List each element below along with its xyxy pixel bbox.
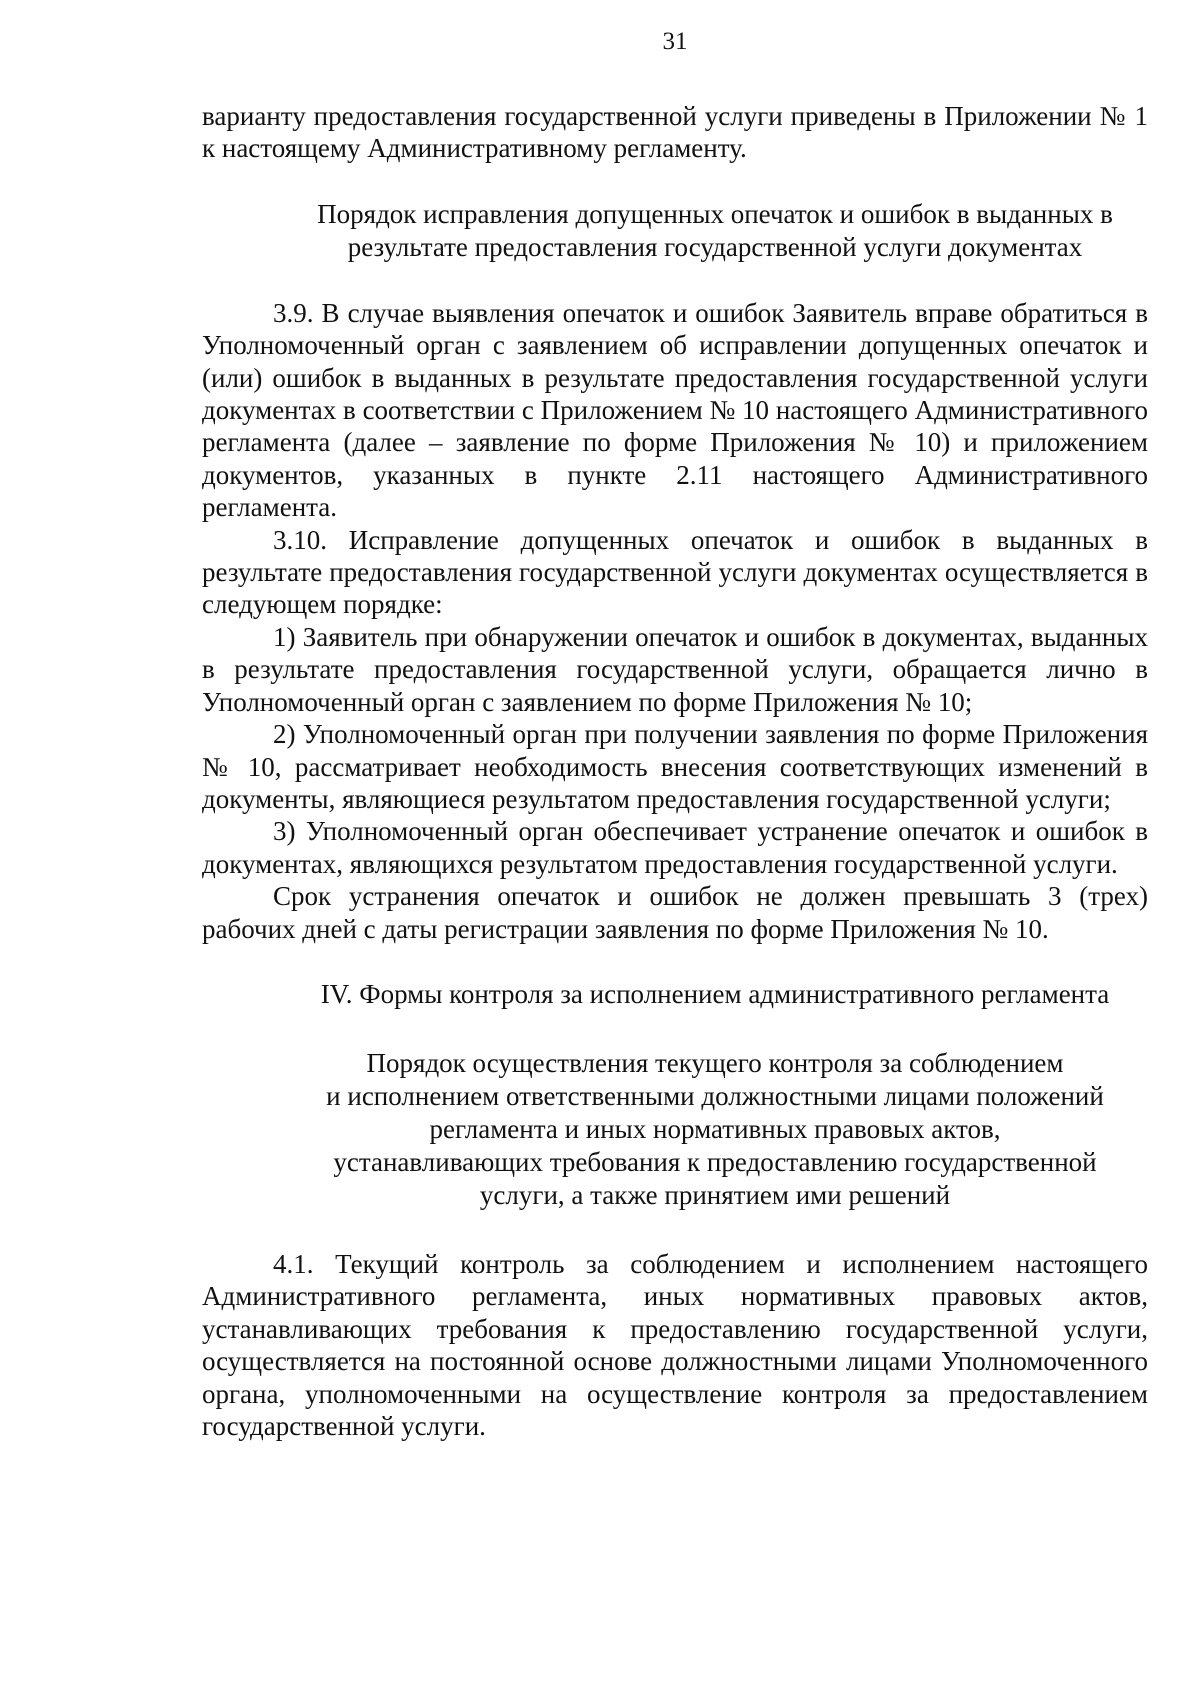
page-number: 31 bbox=[662, 28, 688, 55]
section-heading-current-control bbox=[202, 1047, 1148, 1212]
heading-line: устанавливающих требования к предоставлению государственной bbox=[333, 1146, 1097, 1177]
correction-deadline-paragraph: Срок устранения опечаток и ошибок не должен превышать 3 (трех) рабочих дней с даты регистрации заявления по форме Приложения № 10. bbox=[202, 881, 1148, 944]
list-item-1: 1) Заявитель при обнаружении опечаток и ошибок в документах, выданных в результате предоставления государственной услуги, обращается лично в Уполномоченный орган с заявлением по форме Приложения № 10; bbox=[202, 621, 1148, 717]
paragraph-3-10: 3.10. Исправление допущенных опечаток и ошибок в выданных в результате предоставления государственной услуги документах осуществляется в следующем порядке: bbox=[202, 524, 1148, 620]
paragraph-3-9: 3.9. В случае выявления опечаток и ошибок Заявитель вправе обратиться в Уполномоченный орган с заявлением об исправлении допущенных опечаток и (или) ошибок в выданных в результате предоставления государственной услуги документах в соответствии с Приложением № 10 настоящего Административного регламента (далее – заявление по форме Приложения № 10) и приложением документов, указанных в пункте 2.11 настоящего Административного регламента. bbox=[202, 297, 1148, 523]
paragraph-4-1: 4.1. Текущий контроль за соблюдением и исполнением настоящего Административного регламента, иных нормативных правовых актов, устанавливающих требования к предоставлению государственной услуги, осуществляется на постоянной основе должностными лицами Уполномоченного органа, уполномоченными на осуществление контроля за предоставлением государственной услуги. bbox=[202, 1248, 1148, 1441]
list-item-2: 2) Уполномоченный орган при получении заявления по форме Приложения № 10, рассматривает необходимость внесения соответствующих изменений в документы, являющиеся результатом предоставления государственной услуги; bbox=[202, 719, 1148, 814]
section-heading-corrections: Порядок исправления допущенных опечаток и ошибок в выданных в результате предоставления государственной услуги документах bbox=[317, 198, 1113, 262]
heading-line: и исполнением ответственными должностными лицами положений bbox=[326, 1080, 1104, 1111]
heading-line: Порядок осуществления текущего контроля за соблюдением bbox=[366, 1047, 1064, 1078]
page-content bbox=[202, 100, 1148, 1442]
heading-line: услуги, а также принятием ими решений bbox=[479, 1179, 951, 1210]
intro-paragraph: варианту предоставления государственной услуги приведены в Приложении № 1 к настоящему Административному регламенту. bbox=[202, 101, 1148, 164]
section-heading-iv: IV. Формы контроля за исполнением административного регламента bbox=[320, 978, 1110, 1009]
list-item-3: 3) Уполномоченный орган обеспечивает устранение опечаток и ошибок в документах, являющихся результатом предоставления государственной услуги. bbox=[202, 816, 1148, 879]
heading-line: регламента и иных нормативных правовых актов, bbox=[429, 1113, 1001, 1144]
